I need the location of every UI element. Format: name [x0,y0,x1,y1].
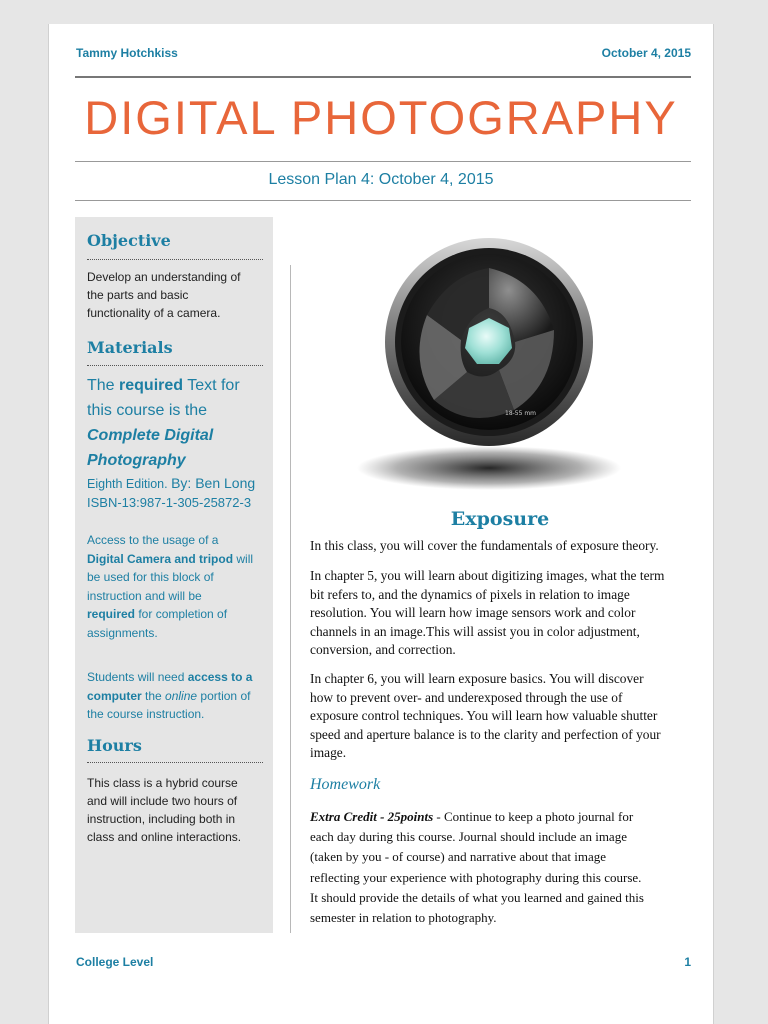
homework-paragraph [310,807,696,928]
objective-line: Develop an understanding of [87,270,241,284]
required-post: Text for [183,377,240,394]
book-title-line2: Photography [87,452,186,469]
paragraph-line: each day during this course. Journal should include an image [310,829,627,845]
computer-access-text [87,668,265,724]
lens-shadow [357,446,621,490]
page-number: 1 [684,955,691,969]
access-line: will [233,551,254,566]
objective-line: the parts and basic [87,288,189,302]
computer-line: Students will need [87,670,188,684]
computer-line: the [141,688,166,703]
homework-heading: Homework [310,776,381,793]
camera-lens-illustration [349,220,629,500]
edition-author: By: Ben Long [171,475,256,491]
hours-text [87,774,265,846]
hours-line: class and online interactions. [87,830,242,844]
page-title: DIGITAL PHOTOGRAPHY [84,91,678,144]
paragraph-line: how to prevent over- and underexposed through the use of [310,689,623,705]
access-line: for completion of [135,607,228,621]
hours-divider [87,762,263,763]
paragraph-line: image. [310,745,347,760]
paragraph-line: - Continue to keep a photo journal for [433,809,634,824]
book-edition [87,474,265,512]
lens-focal-label: 18-55 mm [505,410,537,417]
header-rule [75,76,691,78]
paragraph-line: exposure control techniques. You will learn how valuable shutter [310,708,658,723]
computer-line: the course instruction. [87,707,205,721]
author-name: Tammy Hotchkiss [76,46,178,60]
exposure-paragraph-3 [310,670,696,763]
edition-text: Eighth Edition. [87,477,172,491]
paragraph-line: conversion, and correction. [310,642,456,657]
computer-line: portion of [197,688,251,703]
computer-italic: online [165,688,198,703]
required-line2: this course is the [87,402,208,419]
computer-bold: access to a [187,670,253,684]
extra-credit-label: Extra Credit - 25points [310,809,434,824]
access-line: instruction and will be [87,588,202,603]
paragraph-line: semester in relation to photography. [310,910,497,926]
hours-line: instruction, including both in [87,812,236,826]
access-line: assignments. [87,625,158,640]
materials-heading: Materials [87,338,173,357]
title-rule [75,161,691,162]
required-text [87,373,267,473]
book-title-line1: Complete Digital [87,427,214,444]
exposure-paragraph-1: In this class, you will cover the fundamentals of exposure theory. [310,538,659,553]
page [48,24,714,1024]
header-date: October 4, 2015 [601,46,691,60]
access-bold: Digital Camera and tripod [87,551,234,566]
paragraph-line: (taken by you - of course) and narrative about that image [310,849,606,865]
computer-bold: computer [87,688,142,703]
paragraph-line: channels in an image.This will assist you in color adjustment, [310,623,640,639]
sidebar [75,217,273,933]
paragraph-line: In chapter 6, you will learn exposure basics. You will discover [310,671,644,686]
column-divider [290,265,291,933]
exposure-heading: Exposure [450,508,550,530]
exposure-paragraph-2 [310,567,696,660]
hours-line: and will include two hours of [87,794,238,808]
subtitle-rule [75,200,691,201]
paragraph-line: It should provide the details of what you learned and gained this [310,889,644,905]
paragraph-line: In chapter 5, you will learn about digitizing images, what the term [310,568,665,583]
required-pre: The [87,377,120,394]
paragraph-line: reflecting your experience with photography during this course. [310,869,642,885]
objective-text [87,268,265,322]
hours-line: This class is a hybrid course [87,776,238,790]
paragraph-line: bit refers to, and the dynamics of pixels in relation to image [310,586,630,602]
access-line: be used for this block of [87,570,214,584]
materials-divider [87,365,263,366]
access-bold: required [87,607,136,621]
objective-divider [87,259,263,260]
footer-level: College Level [76,955,154,969]
objective-line: functionality of a camera. [87,306,221,320]
paragraph-line: resolution. You will learn how image sensors work and color [310,605,636,620]
required-bold: required [119,377,184,394]
paragraph-line: speed and aperture balance is to the clarity and perfection of your [310,726,661,742]
objective-heading: Objective [87,231,171,250]
hours-heading: Hours [87,736,142,755]
camera-access-text [87,531,265,642]
access-line: Access to the usage of a [87,533,219,547]
book-isbn: ISBN-13:987-1-305-25872-3 [87,494,252,510]
lesson-subtitle: Lesson Plan 4: October 4, 2015 [268,171,494,188]
